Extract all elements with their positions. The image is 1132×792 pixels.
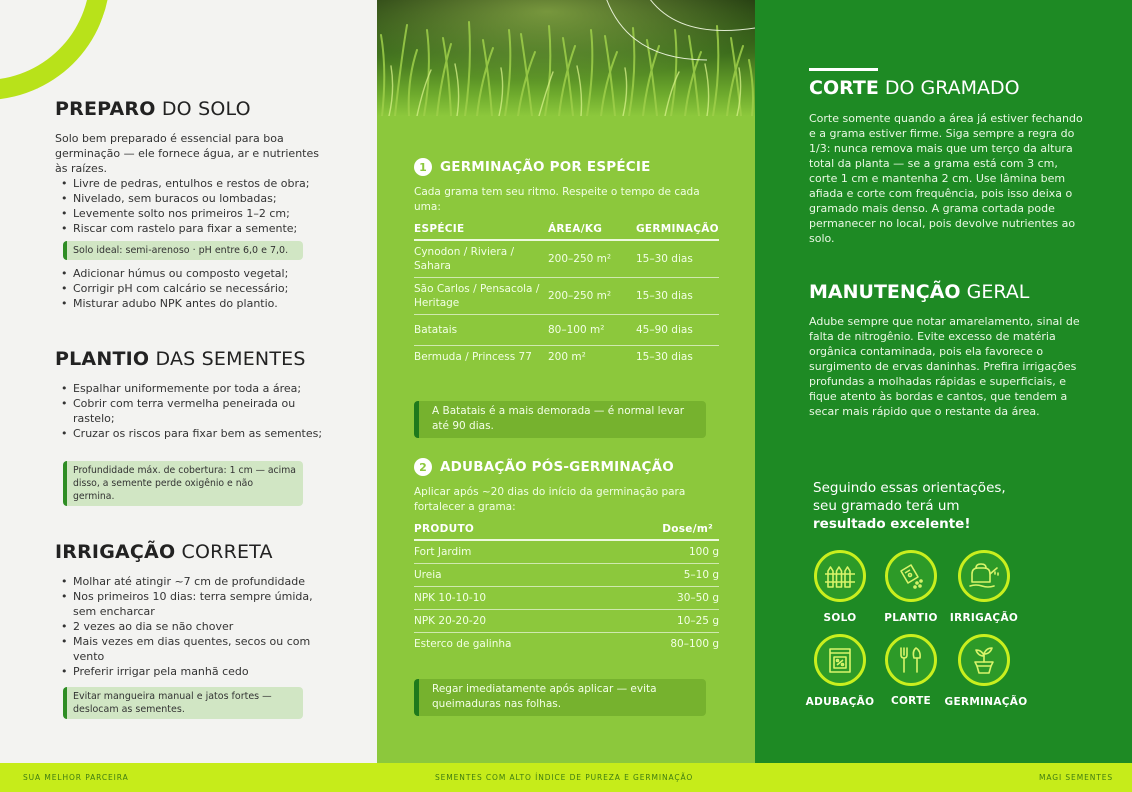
table-cell: 15–30 dias — [636, 351, 693, 363]
adubacao-table — [414, 523, 719, 655]
corte-text: Corte somente quando a área já estiver fechando e a grama estiver firme. Siga sempre a regra do 1/3: nunca remova mais que um terço da altura total da planta — se a grama está com 3 cm, corte 1 cm e mantenha 2 cm. Use lâmina bem afiada e corte com frequência, pois isso deixa o gramado mais denso. A grama cortada pode permanecer no local, pois devolve nutrientes ao solo. — [809, 112, 1083, 245]
adubacao-title: ADUBAÇÃO PÓS-GERMINAÇÃO — [440, 459, 674, 475]
plantio-list — [55, 381, 330, 441]
icon-label-solo: SOLO — [823, 612, 857, 624]
icon-label-adubacao: ADUBAÇÃO — [805, 696, 875, 708]
preparo-list-2 — [55, 266, 355, 311]
fence-icon — [814, 550, 866, 602]
table-cell: Batatais — [414, 315, 548, 346]
table-row — [414, 315, 719, 346]
closing-highlight: resultado excelente! — [813, 516, 971, 532]
adubacao-heading — [414, 458, 674, 476]
germinacao-table — [414, 223, 719, 368]
sprout-pot-icon-graphic — [970, 645, 998, 675]
grass-photo-drawing — [377, 0, 755, 116]
manutencao-text: Adube sempre que notar amarelamento, sinal de falta de nitrogênio. Evite excesso de matéria orgânica contaminada, pois ela favorece o surgimento de ervas daninhas. Prefira irrigações profundas a molhadas rápidas e superficiais, e fique atento às bordas e cantos, que tendem a secar mais rápido que o restante da área. — [809, 315, 1080, 418]
middle-column — [377, 0, 755, 763]
list-item: • Corrigir pH com calcário se necessário; — [55, 281, 355, 296]
sprout-pot-icon — [958, 634, 1010, 686]
fertilizer-bag-icon — [814, 634, 866, 686]
table-cell: 15–30 dias — [636, 278, 719, 315]
table-row — [414, 240, 719, 278]
column-header: Dose/m² — [614, 523, 719, 540]
footer-left-text: SUA MELHOR PARCEIRA — [23, 773, 129, 782]
fertilizer-bag-icon-graphic — [827, 645, 853, 675]
list-item: • Mais vezes em dias quentes, secos ou com vento — [55, 634, 335, 664]
watering-can-icon-graphic — [968, 562, 1000, 590]
step-number-badge: 2 — [414, 458, 432, 476]
irrigacao-note: Evitar mangueira manual e jatos fortes — deslocam as sementes. — [63, 687, 303, 719]
table-cell: 200–250 m² — [548, 278, 636, 315]
list-item: • Misturar adubo NPK antes do plantio. — [55, 296, 355, 311]
table-cell: 200–250 m² — [548, 240, 636, 278]
table-row — [414, 278, 719, 315]
table-cell: 45–90 dias — [636, 315, 719, 346]
table-row — [414, 587, 719, 610]
table-cell: NPK 10-10-10 — [414, 587, 614, 610]
table-cell: Esterco de galinha — [414, 638, 512, 650]
column-header: GERMINAÇÃO — [636, 223, 719, 240]
preparo-intro: Solo bem preparado é essencial para boa germinação — ele fornece água, ar e nutrientes às raízes. — [55, 132, 319, 175]
list-item: • Cruzar os riscos para fixar bem as sementes; — [55, 426, 330, 441]
fence-icon-graphic — [825, 563, 855, 589]
icon-label-irrigacao: IRRIGAÇÃO — [949, 612, 1019, 624]
column-header: ESPÉCIE — [414, 223, 548, 240]
table-header-row — [414, 523, 719, 540]
table-cell: 200 m² — [548, 351, 586, 363]
list-item: • Nos primeiros 10 dias: terra sempre úmida, sem encharcar — [55, 589, 335, 619]
grass-photo — [377, 0, 755, 116]
column-header: ÁREA/KG — [548, 223, 636, 240]
table-cell: 15–30 dias — [636, 240, 719, 278]
adubacao-intro: Aplicar após ~20 dias do início da germinação para fortalecer a grama: — [414, 486, 686, 513]
closing-message — [813, 479, 1053, 533]
manutencao-title: MANUTENÇÃO GERAL — [809, 281, 1030, 303]
table-header-row — [414, 223, 719, 240]
footer-bar — [0, 763, 1132, 792]
step-number-badge: 1 — [414, 158, 432, 176]
left-column — [0, 0, 377, 763]
list-item: • Adicionar húmus ou composto vegetal; — [55, 266, 355, 281]
list-item: • Riscar com rastelo para fixar a semente; — [55, 221, 355, 236]
right-column — [755, 0, 1132, 763]
table-cell: 100 g — [614, 540, 719, 564]
icon-label-germinacao: GERMINAÇÃO — [944, 696, 1028, 708]
germinacao-note: A Batatais é a mais demorada — é normal levar até 90 dias. — [414, 401, 706, 438]
germinacao-heading — [414, 158, 651, 176]
seed-bag-icon — [885, 550, 937, 602]
preparo-note: Solo ideal: semi-arenoso · pH entre 6,0 e 7,0. — [63, 241, 303, 260]
garden-tools-icon — [885, 634, 937, 686]
icon-label-plantio: PLANTIO — [884, 612, 938, 624]
closing-line-1: Seguindo essas orientações, — [813, 480, 1006, 496]
table-row — [414, 346, 719, 369]
irrigacao-title: IRRIGAÇÃO CORRETA — [55, 541, 273, 563]
table-row — [414, 564, 719, 587]
adubacao-note: Regar imediatamente após aplicar — evita queimaduras nas folhas. — [414, 679, 706, 716]
table-cell: São Carlos / Pensacola / Heritage — [414, 278, 548, 315]
seed-bag-icon-graphic — [896, 561, 926, 591]
table-row — [414, 610, 719, 633]
germinacao-title: GERMINAÇÃO POR ESPÉCIE — [440, 159, 651, 175]
garden-tools-icon-graphic — [897, 645, 925, 675]
germinacao-intro: Cada grama tem seu ritmo. Respeite o tempo de cada uma: — [414, 186, 700, 213]
table-cell: 30–50 g — [614, 587, 719, 610]
list-item: • Cobrir com terra vermelha peneirada ou rastelo; — [55, 396, 330, 426]
table-cell: 80–100 g — [670, 638, 719, 650]
table-cell: Fort Jardim — [414, 540, 614, 564]
plantio-title: PLANTIO DAS SEMENTES — [55, 348, 306, 370]
table-cell: 80–100 m² — [548, 315, 636, 346]
table-row — [414, 633, 719, 656]
footer-right-text: MAGI SEMENTES — [1039, 773, 1113, 782]
preparo-list — [55, 176, 355, 236]
list-item: • Espalhar uniformemente por toda a área; — [55, 381, 330, 396]
table-cell: Bermuda / Princess 77 — [414, 351, 532, 363]
table-cell: NPK 20-20-20 — [414, 610, 614, 633]
watering-can-icon — [958, 550, 1010, 602]
list-item: • Levemente solto nos primeiros 1–2 cm; — [55, 206, 355, 221]
title-accent-bar — [809, 68, 878, 71]
table-cell: Ureia — [414, 564, 614, 587]
table-cell: 5–10 g — [614, 564, 719, 587]
list-item: • Livre de pedras, entulhos e restos de obra; — [55, 176, 355, 191]
footer-center-text: SEMENTES COM ALTO ÍNDICE DE PUREZA E GERMINAÇÃO — [435, 773, 694, 782]
table-cell: 10–25 g — [614, 610, 719, 633]
table-row — [414, 540, 719, 564]
list-item: • 2 vezes ao dia se não chover — [55, 619, 335, 634]
list-item: • Nivelado, sem buracos ou lombadas; — [55, 191, 355, 206]
irrigacao-list — [55, 574, 335, 679]
closing-line-2: seu gramado terá um — [813, 498, 960, 514]
plantio-note: Profundidade máx. de cobertura: 1 cm — acima disso, a semente perde oxigênio e não germina. — [63, 461, 303, 506]
corte-title: CORTE DO GRAMADO — [809, 77, 1020, 99]
list-item: • Preferir irrigar pela manhã cedo — [55, 664, 335, 679]
column-header: PRODUTO — [414, 523, 614, 540]
preparo-title: PREPARO DO SOLO — [55, 98, 251, 120]
icon-label-corte: CORTE — [890, 695, 932, 707]
table-cell: Cynodon / Riviera / Sahara — [414, 240, 548, 278]
list-item: • Molhar até atingir ~7 cm de profundidade — [55, 574, 335, 589]
